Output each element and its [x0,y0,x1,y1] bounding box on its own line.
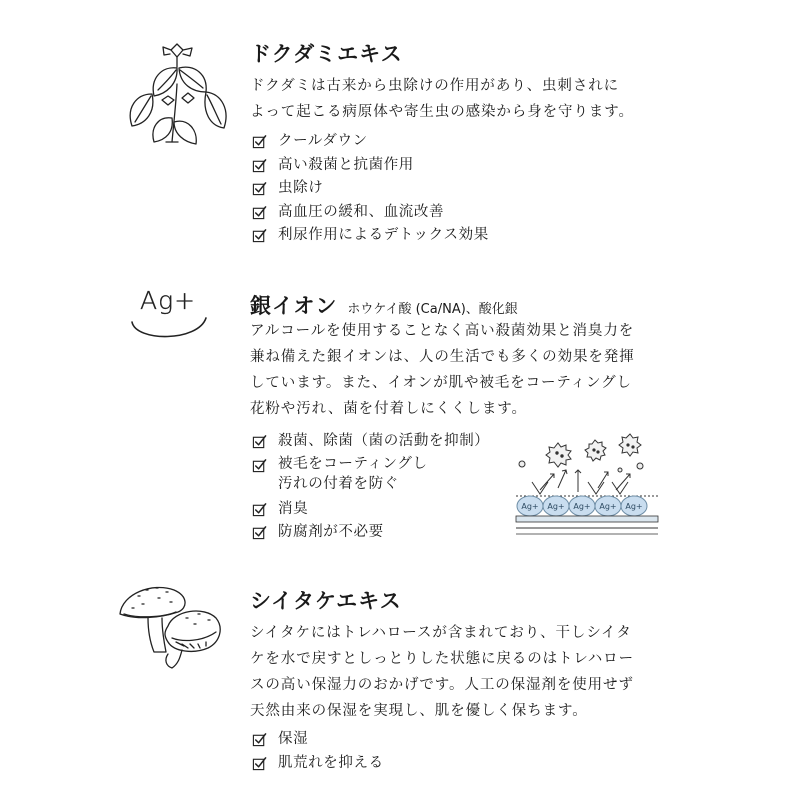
ion-bubble-label: Ag+ [547,502,565,511]
ion-bubble-label: Ag+ [521,502,539,511]
feature-item: 被毛をコーティングし 汚れの付着を防ぐ [250,454,489,498]
feature-item: 高血圧の緩和、血流改善 [250,201,489,225]
feature-item: 肌荒れを抑える [250,752,384,776]
section-description: アルコールを使用することなく高い殺菌効果と消臭力を 兼ね備えた銀イオンは、人の生活でも多くの効果を発揮 しています。また、イオンが肌や被毛をコーティングし 花粉や汚れ、菌を付着しにくくします。 [250,323,635,417]
feature-list [250,728,384,775]
ag-plus-icon: Ag+ [128,284,214,344]
section-description: シイタケにはトレハロースが含まれており、干しシイタ ケを水で戻すとしっとりした状態に戻るのはトレハロー スの高い保湿力のおかげです。人工の保湿剤を使用せず 天然由来の保湿を実現し、肌を優しく保ちます。 [250,625,634,719]
feature-item: 防腐剤が不必要 [250,521,489,545]
ion-bubble-label: Ag+ [573,502,591,511]
section-title: シイタケエキス [250,589,402,613]
feature-item: 虫除け [250,177,489,201]
ion-bubble-label: Ag+ [599,502,617,511]
shiitake-mushroom-icon [112,580,224,670]
feature-item: 殺菌、除菌（菌の活動を抑制） [250,430,489,454]
checkbox-icon [252,756,267,771]
ion-bubble-label: Ag+ [625,502,643,511]
section-title: ドクダミエキス [250,42,403,66]
feature-item: 利尿作用によるデトックス効果 [250,224,489,248]
section-subtitle: ホウケイ酸 (Ca/NA)、酸化銀 [347,302,518,317]
feature-item: 保湿 [250,728,384,752]
section-title: 銀イオン ホウケイ酸 (Ca/NA)、酸化銀 [250,294,518,318]
feature-item: 消臭 [250,498,489,522]
feature-item: 高い殺菌と抗菌作用 [250,154,489,178]
section-description: ドクダミは古来から虫除けの作用があり、虫刺されに よって起こる病原体や寄生虫の感染から身を守ります。 [250,78,634,120]
feature-item: クールダウン [250,130,489,154]
checkbox-icon [252,732,267,747]
